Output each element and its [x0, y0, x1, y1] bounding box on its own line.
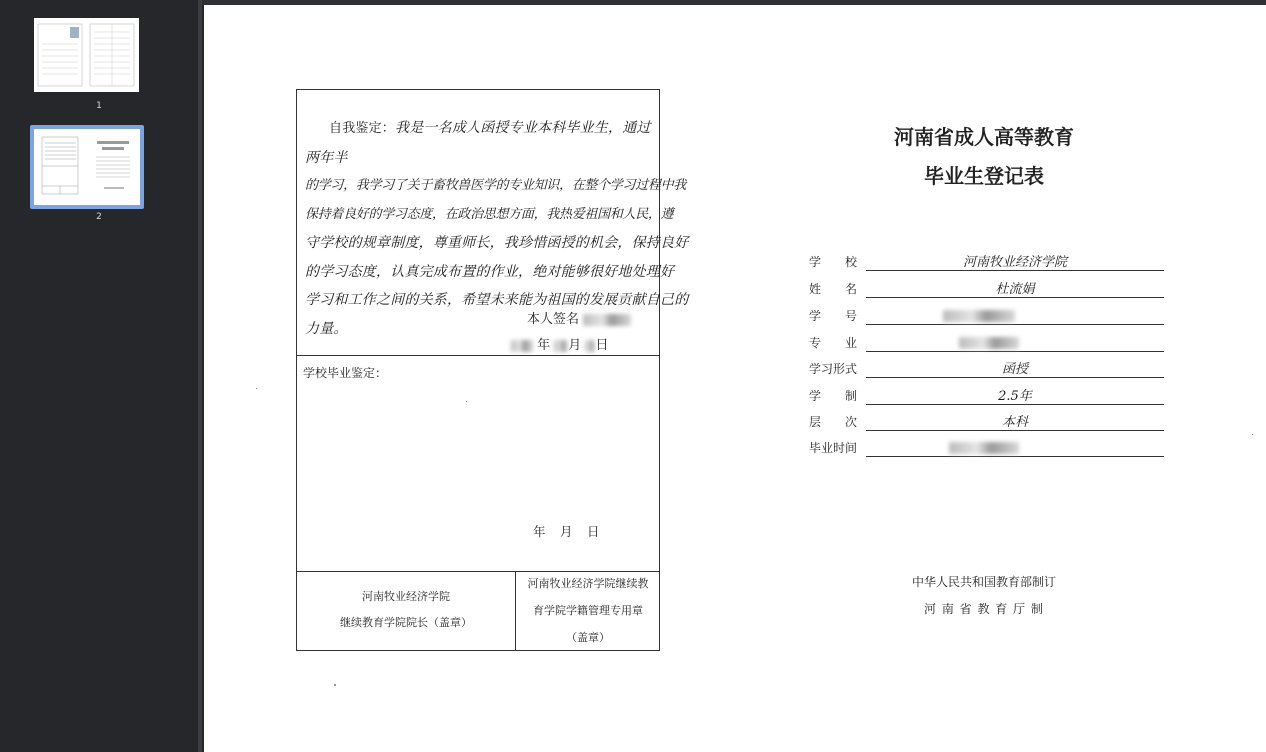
stamp-right-cell	[516, 570, 660, 651]
field-underline	[866, 351, 1164, 352]
school-evaluation-date: 年 月 日	[533, 524, 601, 539]
field-underline	[866, 297, 1164, 298]
thumbnail-number-2: 2	[96, 212, 102, 222]
field-underline	[866, 404, 1164, 405]
self-evaluation-line-7: 力量。	[305, 320, 348, 337]
self-evaluation-line-3: 保持着良好的学习态度，在政治思想方面，我热爱祖国和人民，遵	[305, 206, 674, 222]
major-redacted	[959, 337, 1019, 349]
field-underline	[866, 270, 1164, 271]
day-label: 日	[595, 338, 609, 353]
field-level	[809, 413, 1164, 431]
year-redacted	[511, 340, 533, 352]
field-underline	[866, 377, 1164, 378]
field-value: 本科	[1001, 415, 1028, 430]
field-value: 河南牧业经济学院	[962, 255, 1067, 270]
thumbnail-number-1: 1	[96, 101, 102, 111]
field-name	[809, 280, 1164, 298]
scan-speck	[1252, 434, 1253, 435]
field-label: 学习形式	[809, 362, 858, 376]
self-evaluation-line-2: 的学习，我学习了关于畜牧兽医学的专业知识，在整个学习过程中我	[305, 178, 687, 193]
year-label: 年	[537, 338, 551, 353]
self-evaluation-line-1: 自我鉴定：我是一名成人函授专业本科毕业生，通过两年半	[305, 120, 651, 166]
day-redacted	[585, 340, 595, 352]
self-evaluation-line-6: 学习和工作之间的关系，希望未来能为祖国的发展贡献自己的	[305, 292, 689, 308]
thumbnail-content-icon	[34, 18, 139, 92]
issuer-line-1: 中华人民共和国教育部制订	[911, 575, 1056, 589]
form-title-line-1: 河南省成人高等教育	[894, 125, 1074, 149]
month-label: 月	[568, 338, 582, 353]
field-label: 学 校	[809, 255, 858, 269]
month-redacted	[554, 340, 568, 352]
signature-label: 本人签名	[527, 312, 580, 327]
form-divider	[297, 355, 659, 356]
field-label: 专 业	[809, 336, 858, 350]
stamp-right-line-3: （盖章）	[566, 631, 610, 644]
page-thumbnail-2[interactable]	[30, 125, 144, 209]
scan-speck	[466, 401, 467, 402]
stamp-left-line-2: 继续教育学院院长（盖章）	[340, 616, 472, 629]
field-label: 毕业时间	[809, 441, 858, 455]
thumbnail-sidebar	[0, 0, 198, 752]
field-value: 杜流娟	[995, 282, 1035, 297]
graduation-date-redacted	[949, 442, 1019, 454]
field-study-mode	[809, 360, 1164, 378]
stamp-left-cell	[297, 584, 515, 636]
field-underline	[866, 456, 1164, 457]
field-underline	[866, 324, 1164, 325]
signature-row	[527, 308, 631, 327]
scan-speck	[256, 388, 257, 389]
field-value: 2.5年	[998, 389, 1032, 404]
signature-redacted	[583, 314, 631, 326]
document-page	[204, 5, 1266, 752]
field-label: 学 制	[809, 389, 858, 403]
field-school	[809, 253, 1164, 271]
evaluation-form-table	[296, 89, 689, 651]
thumbnail-content-icon	[34, 129, 140, 205]
self-evaluation-date	[511, 334, 608, 353]
sidebar-divider[interactable]	[198, 0, 202, 752]
stamp-right-line-2: 育学院学籍管理专用章	[533, 604, 643, 617]
field-duration	[809, 387, 1164, 405]
issuer-line-2: 河 南 省 教 育 厅 制	[924, 602, 1044, 616]
self-evaluation-label: 自我鉴定：	[329, 121, 396, 136]
field-major	[809, 334, 1164, 352]
stamp-left-line-1: 河南牧业经济学院	[362, 590, 450, 603]
school-evaluation-label: 学校毕业鉴定：	[303, 366, 388, 380]
thumbnail-page-image	[34, 129, 140, 205]
form-title-line-2: 毕业生登记表	[924, 164, 1044, 188]
field-label: 学 号	[809, 309, 858, 323]
page-thumbnail-1[interactable]	[34, 18, 140, 94]
stamp-right-line-1: 河南牧业经济学院继续教	[527, 577, 649, 590]
self-evaluation-line-5: 的学习态度，认真完成布置的作业，绝对能够很好地处理好	[305, 263, 675, 280]
field-label: 姓 名	[809, 282, 858, 296]
thumbnail-page-image	[34, 18, 139, 92]
student-id-redacted	[943, 310, 1015, 322]
field-student-id	[809, 307, 1164, 325]
field-label: 层 次	[809, 415, 858, 429]
scan-speck	[334, 684, 336, 686]
field-value: 函授	[1001, 362, 1028, 377]
field-underline	[866, 430, 1164, 431]
self-evaluation-line-4: 守学校的规章制度，尊重师长，我珍惜函授的机会，保持良好	[305, 235, 689, 251]
field-graduation-date	[809, 439, 1164, 457]
